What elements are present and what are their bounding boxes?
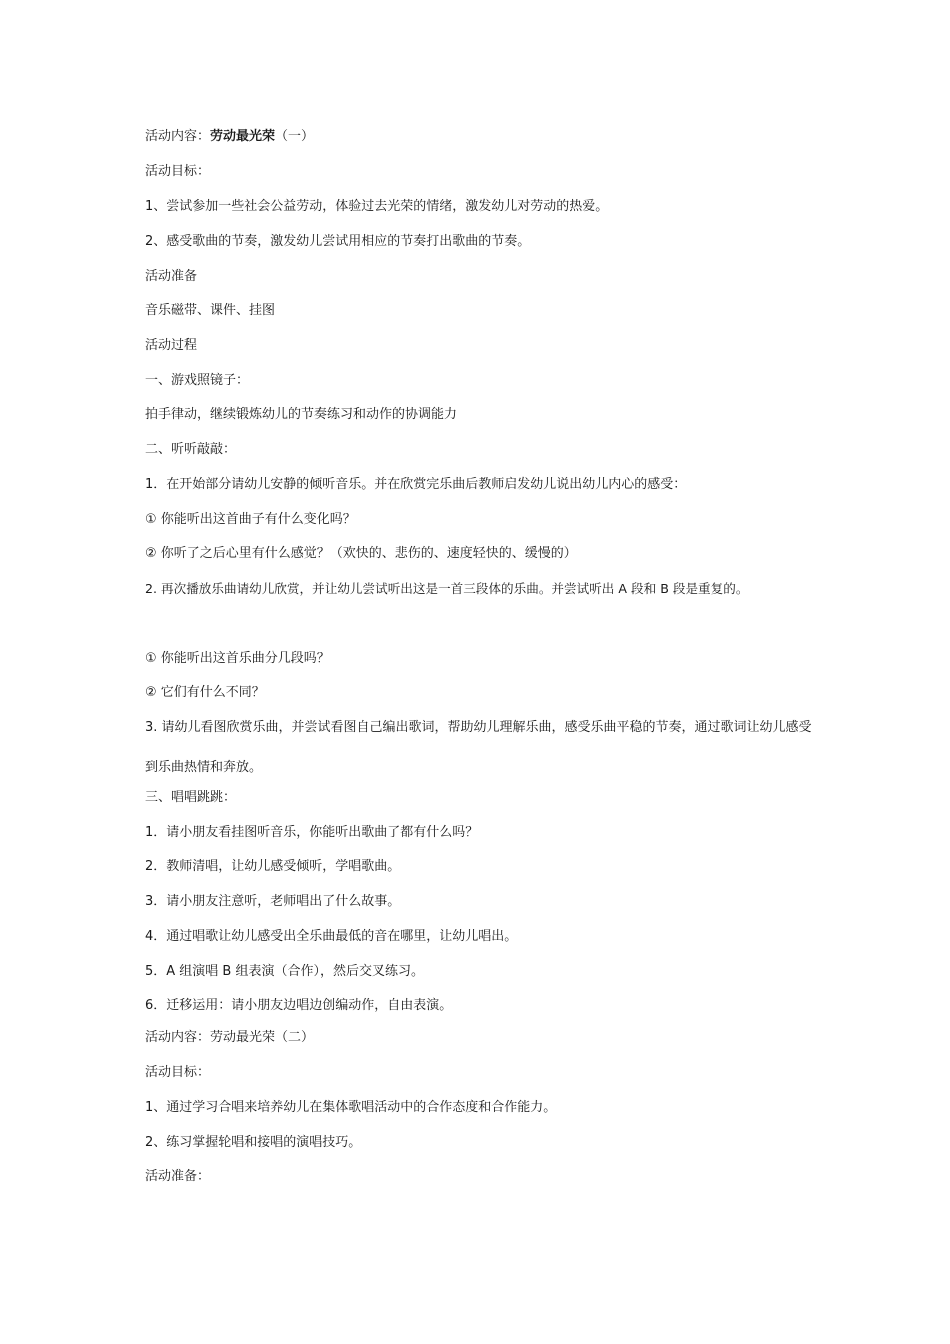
section2-item-3: 3. 请幼儿看图欣赏乐曲，并尝试看图自己编出歌词，帮助幼儿理解乐曲，感受乐曲平稳的节奏，通过歌词让幼儿感受到乐曲热情和奔放。 [145, 720, 812, 775]
part1-goal-heading: 活动目标： [145, 164, 211, 179]
part1-goal-1: 1、尝试参加一些社会公益劳动，体验过去光荣的情绪，激发幼儿对劳动的热爱。 [145, 199, 609, 214]
part2-goal-heading: 活动目标： [145, 1065, 211, 1080]
section3-item-5: 5．A 组演唱 B 组表演（合作），然后交叉练习。 [145, 964, 424, 979]
section3-item-1: 1．请小朋友看挂图听音乐，你能听出歌曲了都有什么吗？ [145, 825, 479, 840]
part2-prep-heading: 活动准备： [145, 1169, 211, 1184]
section2-item-2b: ② 它们有什么不同？ [145, 685, 265, 700]
section3-item-4: 4．通过唱歌让幼儿感受出全乐曲最低的音在哪里，让幼儿唱出。 [145, 929, 518, 944]
section1-text: 拍手律动，继续锻炼幼儿的节奏练习和动作的协调能力 [145, 407, 458, 422]
part1-prep-heading: 活动准备 [145, 269, 198, 284]
part1-prep-text: 音乐磁带、课件、挂图 [145, 303, 276, 318]
section2-item-2: 2. 再次播放乐曲请幼儿欣赏，并让幼儿尝试听出这是一首三段体的乐曲。并尝试听出 A 段和 B 段是重复的。 [145, 581, 749, 596]
part2-goal-1: 1、通过学习合唱来培养幼儿在集体歌唱活动中的合作态度和合作能力。 [145, 1100, 557, 1115]
section3-heading: 三、唱唱跳跳： [145, 790, 237, 805]
section2-item-1: 1．在开始部分请幼儿安静的倾听音乐。并在欣赏完乐曲后教师启发幼儿说出幼儿内心的感受： [145, 477, 687, 492]
title-main: 劳动最光荣 [210, 129, 276, 144]
section2-item-1a: ① 你能听出这首曲子有什么变化吗？ [145, 512, 356, 527]
part2-title: 活动内容：劳动最光荣（二） [145, 1030, 315, 1045]
section2-item-2a: ① 你能听出这首乐曲分几段吗？ [145, 651, 330, 666]
part2-goal-2: 2、练习掌握轮唱和接唱的演唱技巧。 [145, 1135, 362, 1150]
section3-item-3: 3．请小朋友注意听，老师唱出了什么故事。 [145, 894, 401, 909]
part1-process-heading: 活动过程 [145, 338, 198, 353]
part1-goal-2: 2、感受歌曲的节奏，激发幼儿尝试用相应的节奏打出歌曲的节奏。 [145, 234, 531, 249]
section2-heading: 二、听听敲敲： [145, 442, 237, 457]
title-prefix: 活动内容： [145, 129, 211, 144]
section3-item-6: 6．迁移运用：请小朋友边唱边创编动作，自由表演。 [145, 998, 453, 1013]
part1-title [145, 128, 314, 146]
section3-item-2: 2．教师清唱，让幼儿感受倾听，学唱歌曲。 [145, 859, 401, 874]
section2-item-1b: ② 你听了之后心里有什么感觉？（欢快的、悲伤的、速度轻快的、缓慢的） [145, 546, 577, 561]
title-suffix: （一） [275, 129, 315, 144]
section1-heading: 一、游戏照镜子： [145, 373, 250, 388]
